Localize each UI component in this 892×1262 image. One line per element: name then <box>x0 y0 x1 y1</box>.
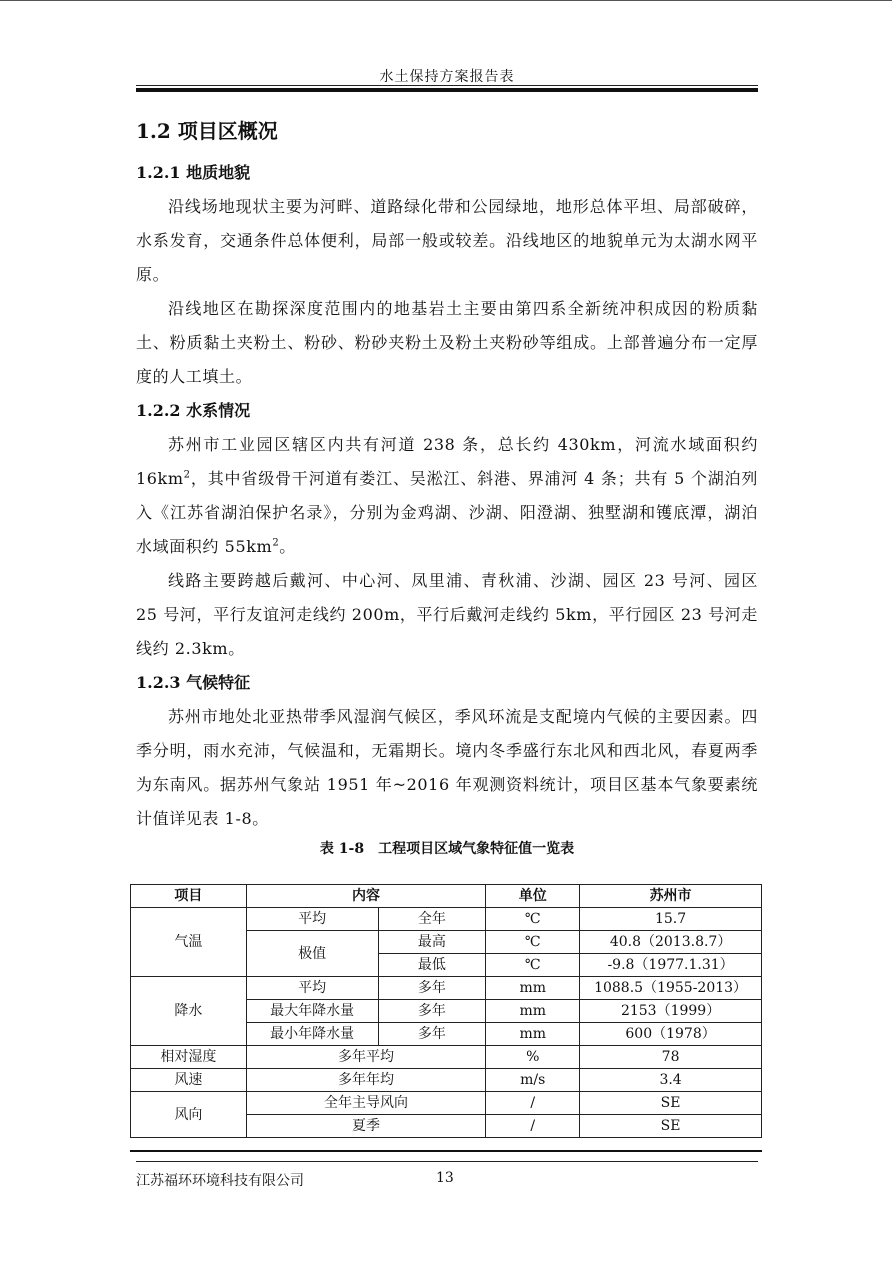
table-row <box>131 1092 762 1115</box>
section-title: 1.2 项目区概况 <box>136 119 278 143</box>
cell: 夏季 <box>246 1115 486 1138</box>
header-content: 内容 <box>246 885 486 908</box>
cell: mm <box>486 1023 580 1046</box>
top-border <box>0 0 892 1</box>
cell: 40.8（2013.8.7） <box>580 931 762 954</box>
cell: ℃ <box>486 954 580 977</box>
cell: / <box>486 1092 580 1115</box>
header-item: 项目 <box>131 885 247 908</box>
cell: 最小年降水量 <box>246 1023 378 1046</box>
cell: m/s <box>486 1069 580 1092</box>
cell: 多年平均 <box>246 1046 486 1069</box>
cell: 多年年均 <box>246 1069 486 1092</box>
footer-company: 江苏福环环境科技有限公司 <box>136 1173 304 1189</box>
cell: 多年 <box>378 1000 486 1023</box>
paragraph: 沿线场地现状主要为河畔、道路绿化带和公园绿地，地形总体平坦、局部破碎，水系发育，交通条件总体便利，局部一般或较差。沿线地区的地貌单元为太湖水网平原。 <box>136 197 758 284</box>
paragraph: 线路主要跨越后戴河、中心河、凤里浦、青秋浦、沙湖、园区 23 号河、园区 25 号河，平行友谊河走线约 200m，平行后戴河走线约 5km，平行园区 23 号河走线约 2.3km。 <box>136 571 758 658</box>
paragraph: 苏州市工业园区辖区内共有河道 238 条，总长约 430km，河流水域面积约 $16km^2$，其中省级骨干河道有娄江、吴淞江、斜港、界浦河 4 条；共有 5 个湖泊列入《江苏省湖泊保护名录》，分别为金鸡湖、沙湖、阳澄湖、独墅湖和镬底潭，湖泊水域面积约 $55km^2$。 <box>136 435 758 556</box>
cell: ℃ <box>486 908 580 931</box>
cell: 最大年降水量 <box>246 1000 378 1023</box>
cell: -9.8（1977.1.31） <box>580 954 762 977</box>
table-row <box>131 1046 762 1069</box>
table-caption: 表 1-8 工程项目区域气象特征值一览表 <box>319 841 575 857</box>
main-content <box>136 110 758 866</box>
cell: 极值 <box>246 931 378 977</box>
row-label-temperature: 气温 <box>131 908 247 977</box>
cell: 3.4 <box>580 1069 762 1092</box>
row-label-precipitation: 降水 <box>131 977 247 1046</box>
cell: SE <box>580 1115 762 1138</box>
cell: 平均 <box>246 908 378 931</box>
cell: 600（1978） <box>580 1023 762 1046</box>
cell: / <box>486 1115 580 1138</box>
cell: 15.7 <box>580 908 762 931</box>
header-rule <box>136 85 758 86</box>
row-label-wind-speed: 风速 <box>131 1069 247 1092</box>
footer-rule <box>136 1161 758 1162</box>
row-label-wind-direction: 风向 <box>131 1092 247 1138</box>
row-label-humidity: 相对湿度 <box>131 1046 247 1069</box>
table-row <box>131 908 762 931</box>
cell: 全年主导风向 <box>246 1092 486 1115</box>
cell: mm <box>486 1000 580 1023</box>
header-city: 苏州市 <box>580 885 762 908</box>
paragraph: 沿线地区在勘探深度范围内的地基岩土主要由第四系全新统冲积成因的粉质黏土、粉质黏土夹粉土、粉砂、粉砂夹粉土及粉土夹粉砂等组成。上部普遍分布一定厚度的人工填土。 <box>136 299 758 386</box>
subsection-title-geology: 1.2.1 地质地貌 <box>136 163 251 182</box>
cell: 2153（1999） <box>580 1000 762 1023</box>
subsection-title-climate: 1.2.3 气候特征 <box>136 673 251 692</box>
cell: 最低 <box>378 954 486 977</box>
header-title: 水土保持方案报告表 <box>379 69 515 85</box>
cell: ℃ <box>486 931 580 954</box>
header-rule-thick <box>136 88 758 92</box>
table-header-row <box>131 885 762 908</box>
cell: 多年 <box>378 977 486 1000</box>
cell: 全年 <box>378 908 486 931</box>
cell: % <box>486 1046 580 1069</box>
table-row <box>131 1069 762 1092</box>
subsection-title-water: 1.2.2 水系情况 <box>136 401 251 420</box>
cell: 1088.5（1955-2013） <box>580 977 762 1000</box>
table-row <box>131 977 762 1000</box>
cell: 多年 <box>378 1023 486 1046</box>
cell: 平均 <box>246 977 378 1000</box>
cell: 78 <box>580 1046 762 1069</box>
page-number: 13 <box>436 1170 454 1186</box>
climate-table <box>130 884 762 1138</box>
table-bottom-rule <box>130 1150 762 1152</box>
cell: 最高 <box>378 931 486 954</box>
header-unit: 单位 <box>486 885 580 908</box>
paragraph: 苏州市地处北亚热带季风湿润气候区，季风环流是支配境内气候的主要因素。四季分明，雨水充沛，气候温和，无霜期长。境内冬季盛行东北风和西北风，春夏两季为东南风。据苏州气象站 1951 年~2016 年观测资料统计，项目区基本气象要素统计值详见表 1-8。 <box>136 707 758 828</box>
cell: SE <box>580 1092 762 1115</box>
cell: mm <box>486 977 580 1000</box>
